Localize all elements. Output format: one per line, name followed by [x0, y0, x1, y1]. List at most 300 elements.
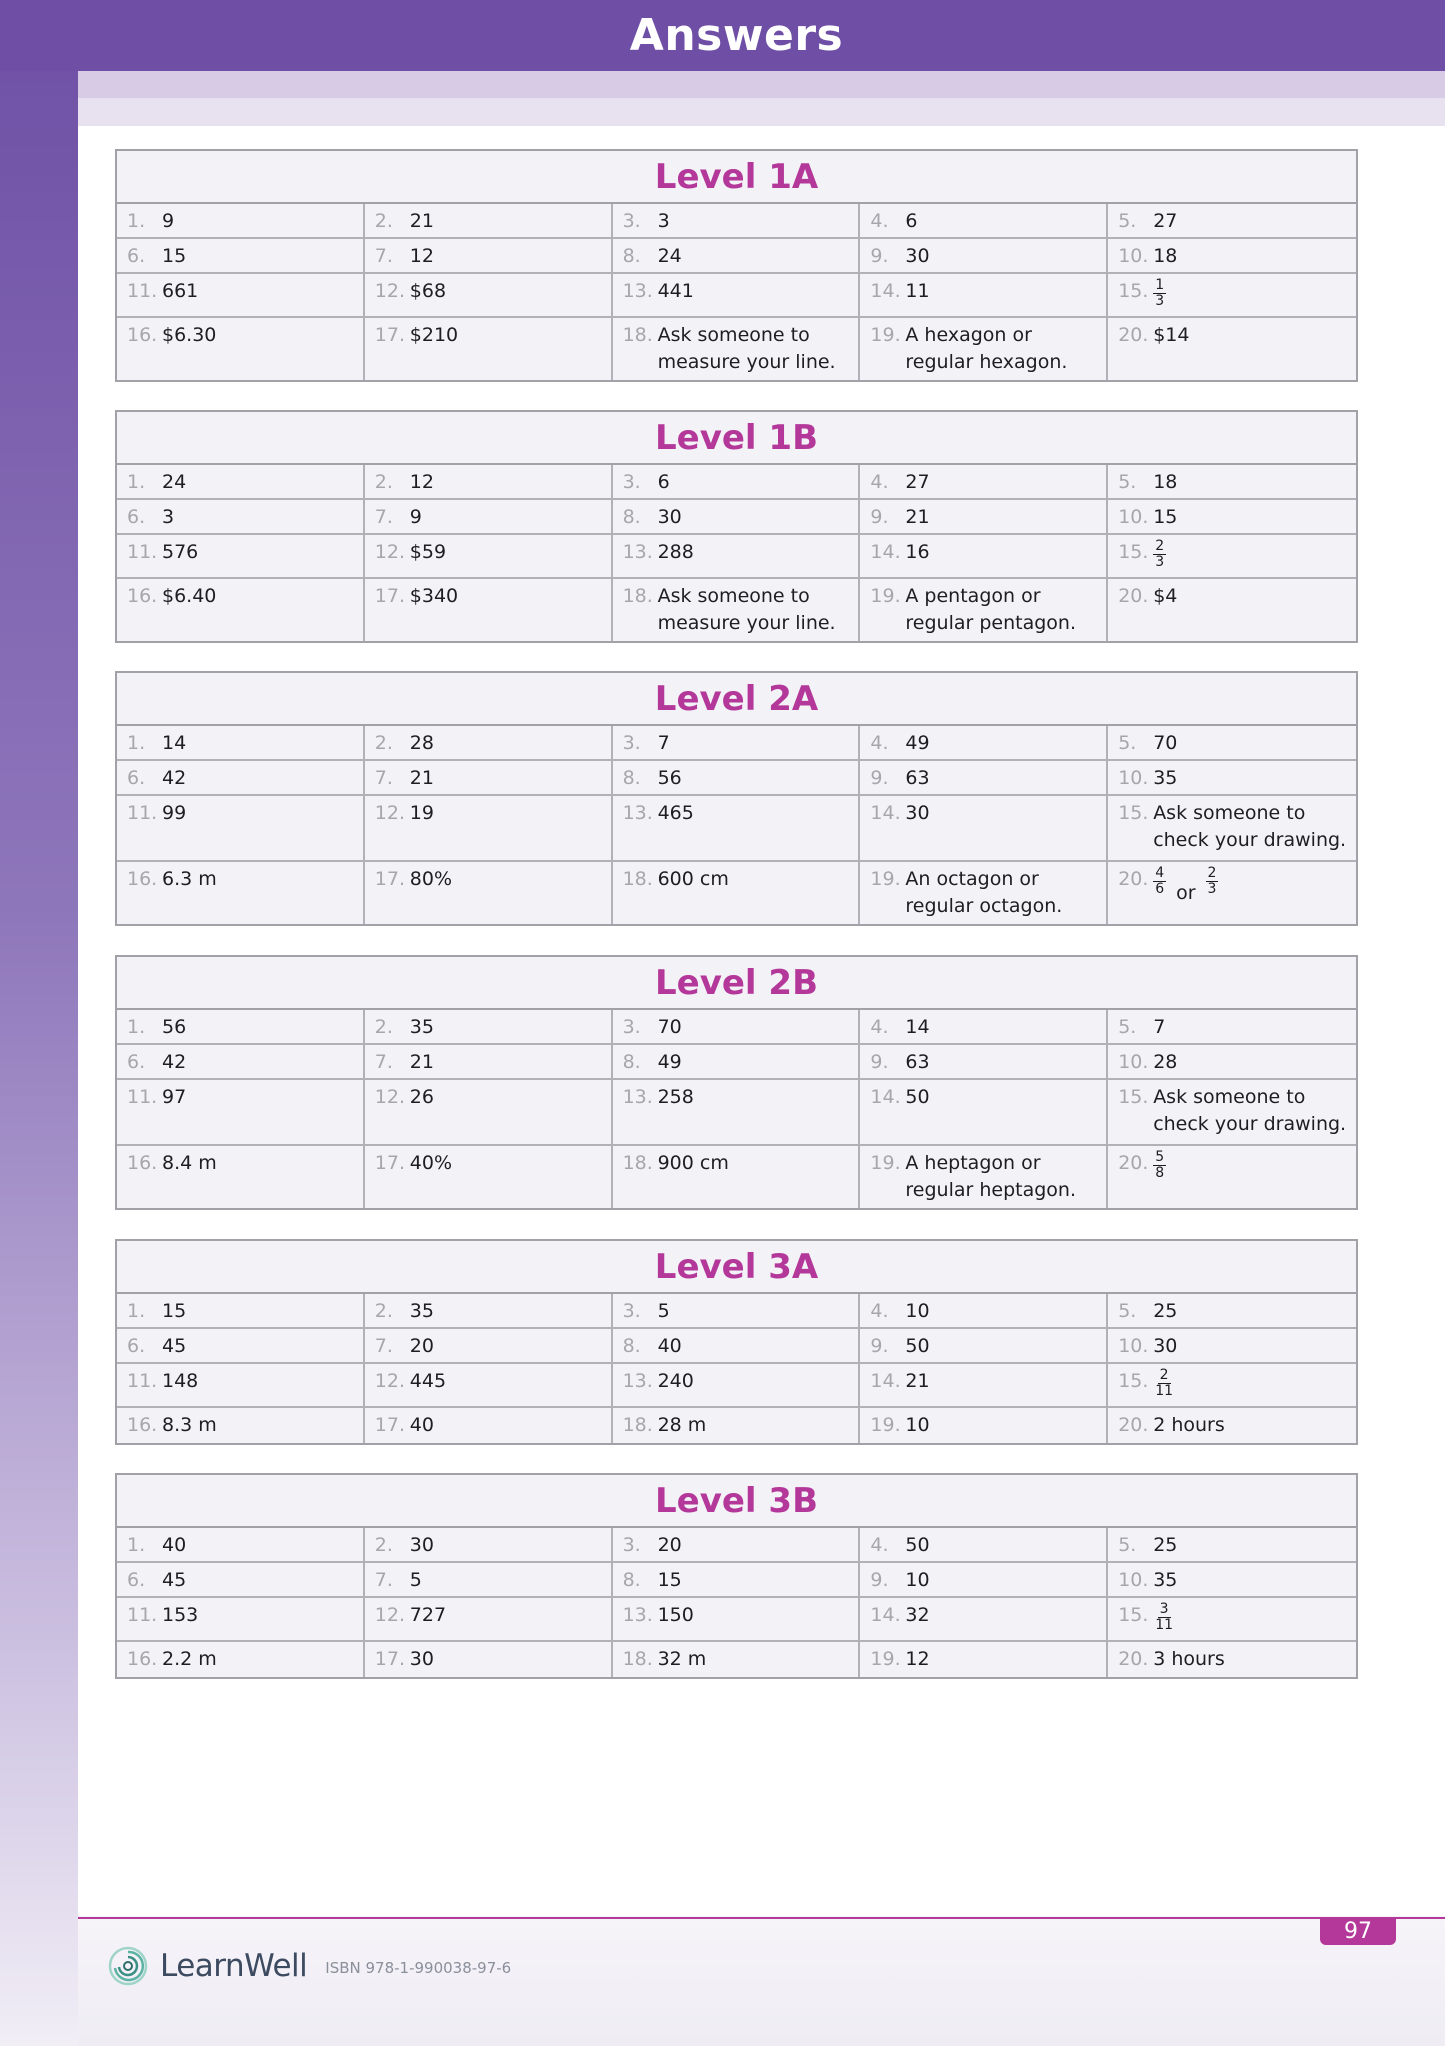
answer-value: 148 [162, 1370, 199, 1392]
fraction [1153, 1368, 1175, 1402]
answer-value: 150 [657, 1604, 694, 1626]
question-number: 17. [374, 1648, 406, 1670]
answer-value: 97 [162, 1086, 187, 1108]
answer-cell [117, 535, 365, 577]
answer-value: 21 [409, 1051, 434, 1073]
question-number: 8. [622, 1051, 641, 1073]
answer-value [1153, 278, 1166, 312]
answer-cell [365, 1080, 613, 1144]
answer-cell [1108, 318, 1356, 380]
question-number: 14. [870, 280, 901, 302]
answer-cell [1108, 1294, 1356, 1327]
answer-cell [1108, 1146, 1356, 1208]
answer-value: 3 [657, 210, 670, 232]
answer-value: 30 [905, 245, 930, 267]
answer-value: 7 [1153, 1016, 1166, 1038]
answer-value: 15 [162, 245, 187, 267]
question-number: 2. [374, 1016, 393, 1038]
answer-cell [860, 204, 1108, 237]
question-number: 6. [127, 1051, 146, 1073]
section-title: Level 2A [117, 673, 1356, 726]
answer-cell [117, 465, 365, 498]
answer-row [117, 1364, 1356, 1408]
question-number: 1. [127, 210, 146, 232]
answer-value: 661 [162, 280, 199, 302]
question-number: 15. [1118, 1086, 1149, 1108]
answer-cell [117, 1010, 365, 1043]
fraction [1206, 866, 1219, 920]
question-number: 15. [1118, 1370, 1149, 1392]
answer-cell [860, 1045, 1108, 1078]
question-number: 17. [374, 324, 406, 346]
answer-value: 14 [162, 732, 187, 754]
page-header [0, 0, 1445, 71]
answer-row [117, 761, 1356, 796]
question-number: 15. [1118, 1604, 1149, 1626]
question-number: 9. [870, 1335, 889, 1357]
answer-cell [860, 1080, 1108, 1144]
answer-cell [1108, 1642, 1356, 1677]
answer-row [117, 204, 1356, 239]
answer-value: 7 [657, 732, 670, 754]
question-number: 18. [622, 868, 653, 890]
question-number: 8. [622, 245, 641, 267]
answer-cell [365, 862, 613, 924]
answer-cell [365, 500, 613, 533]
answer-cell [613, 1563, 861, 1596]
answer-value [1153, 539, 1166, 573]
header-stripe [78, 71, 1445, 98]
question-number: 7. [374, 767, 393, 789]
question-number: 13. [622, 1370, 653, 1392]
answer-row [117, 465, 1356, 500]
answer-cell [117, 1563, 365, 1596]
question-number: 13. [622, 541, 653, 563]
question-number: 11. [127, 1604, 158, 1626]
answer-cell [613, 1146, 861, 1208]
question-number: 3. [622, 1300, 641, 1322]
answer-cell [1108, 1329, 1356, 1362]
question-number: 13. [622, 802, 653, 824]
answer-value: 30 [409, 1648, 434, 1670]
question-number: 1. [127, 1300, 146, 1322]
answer-value: 465 [657, 802, 694, 824]
answer-value: 9 [409, 506, 422, 528]
answer-value: $68 [409, 280, 447, 302]
answer-cell [613, 796, 861, 860]
answer-cell [860, 726, 1108, 759]
question-number: 7. [374, 1051, 393, 1073]
left-gradient-band [0, 0, 78, 2046]
answer-value: 6 [657, 471, 670, 493]
fraction [1153, 1150, 1166, 1204]
denominator: 8 [1155, 1165, 1165, 1181]
answer-row [117, 1080, 1356, 1146]
answer-cell [1108, 1598, 1356, 1640]
fraction [1153, 539, 1166, 573]
answer-cell [1108, 862, 1356, 924]
question-number: 14. [870, 802, 901, 824]
answer-value: 21 [905, 1370, 930, 1392]
question-number: 11. [127, 802, 158, 824]
answer-row [117, 1528, 1356, 1563]
question-number: 5. [1118, 732, 1137, 754]
answer-cell [1108, 1010, 1356, 1043]
or-text: or [1176, 881, 1196, 904]
answer-value: 5 [409, 1569, 422, 1591]
answer-value: 30 [657, 506, 682, 528]
answer-value: 70 [1153, 732, 1178, 754]
answer-cell [613, 1045, 861, 1078]
answer-row [117, 535, 1356, 579]
question-number: 10. [1118, 1335, 1149, 1357]
denominator: 11 [1155, 1383, 1174, 1399]
answer-value: 20 [657, 1534, 682, 1556]
answer-cell [860, 862, 1108, 924]
answer-cell [365, 1364, 613, 1406]
answer-cell [613, 318, 861, 380]
answer-cell [1108, 465, 1356, 498]
answer-cell [613, 579, 861, 641]
question-number: 19. [870, 1414, 901, 1436]
question-number: 17. [374, 585, 406, 607]
answer-cell [613, 1598, 861, 1640]
answer-value: $4 [1153, 585, 1178, 607]
answer-value: 40 [657, 1335, 682, 1357]
answer-row [117, 500, 1356, 535]
answer-cell [1108, 204, 1356, 237]
answer-value: 727 [409, 1604, 447, 1626]
answer-value: Ask someone to measure your line. [657, 585, 836, 634]
question-number: 4. [870, 1534, 889, 1556]
answer-section [115, 955, 1358, 1210]
question-number: 5. [1118, 1016, 1137, 1038]
answer-value: 30 [905, 802, 930, 824]
answer-cell [365, 318, 613, 380]
denominator: 6 [1155, 881, 1165, 897]
answer-cell [860, 1294, 1108, 1327]
answer-cell [613, 761, 861, 794]
answer-cell [365, 1563, 613, 1596]
answer-value: 63 [905, 1051, 930, 1073]
question-number: 11. [127, 280, 158, 302]
answer-value: 445 [409, 1370, 447, 1392]
answer-row [117, 1598, 1356, 1642]
answer-cell [117, 1329, 365, 1362]
answer-cell [613, 1528, 861, 1561]
question-number: 14. [870, 541, 901, 563]
answer-cell [613, 1642, 861, 1677]
question-number: 10. [1118, 1051, 1149, 1073]
answer-cell [1108, 1408, 1356, 1443]
answer-row [117, 1045, 1356, 1080]
question-number: 19. [870, 585, 901, 607]
question-number: 9. [870, 1569, 889, 1591]
question-number: 12. [374, 802, 406, 824]
answer-row [117, 1329, 1356, 1364]
answer-value: 12 [409, 471, 434, 493]
numerator: 3 [1159, 1601, 1169, 1617]
answer-cell [1108, 1364, 1356, 1406]
question-number: 17. [374, 1152, 406, 1174]
answer-value: 25 [1153, 1534, 1178, 1556]
answer-value: 40 [409, 1414, 434, 1436]
answer-value: 15 [162, 1300, 187, 1322]
answer-cell [860, 500, 1108, 533]
answer-row [117, 796, 1356, 862]
answer-value: Ask someone to check your drawing. [1153, 802, 1347, 851]
answer-value [1153, 1368, 1175, 1402]
answer-cell [1108, 761, 1356, 794]
question-number: 4. [870, 471, 889, 493]
answer-value: 10 [905, 1300, 930, 1322]
numerator: 1 [1155, 277, 1165, 293]
answer-value: 3 hours [1153, 1648, 1225, 1670]
answer-cell [365, 465, 613, 498]
answer-section [115, 410, 1358, 643]
answer-value [1153, 1150, 1166, 1204]
answer-value: 11 [905, 280, 930, 302]
answer-cell [117, 500, 365, 533]
answer-cell [613, 239, 861, 272]
answer-value [1153, 1602, 1175, 1636]
question-number: 3. [622, 732, 641, 754]
answer-value: 21 [409, 767, 434, 789]
answer-value: 12 [905, 1648, 930, 1670]
answer-value: 14 [905, 1016, 930, 1038]
question-number: 7. [374, 1569, 393, 1591]
answer-cell [860, 1528, 1108, 1561]
answer-cell [365, 1045, 613, 1078]
question-number: 19. [870, 868, 901, 890]
page-number: 97 [1320, 1917, 1396, 1945]
answer-value: 40% [409, 1152, 453, 1174]
answer-cell [117, 796, 365, 860]
answer-cell [1108, 1563, 1356, 1596]
answer-cell [613, 1364, 861, 1406]
answer-value: 19 [409, 802, 434, 824]
brand-name: LearnWell [160, 1948, 308, 1984]
answer-value: $340 [409, 585, 459, 607]
question-number: 16. [127, 1414, 158, 1436]
answer-cell [613, 1408, 861, 1443]
answer-cell [365, 239, 613, 272]
section-title: Level 1B [117, 412, 1356, 465]
question-number: 16. [127, 868, 158, 890]
question-number: 17. [374, 868, 406, 890]
question-number: 3. [622, 1534, 641, 1556]
answer-value: 50 [905, 1086, 930, 1108]
answer-value: 9 [162, 210, 175, 232]
section-title: Level 1A [117, 151, 1356, 204]
question-number: 1. [127, 471, 146, 493]
answer-value [1153, 866, 1218, 920]
question-number: 17. [374, 1414, 406, 1436]
answer-value: 20 [409, 1335, 434, 1357]
answer-cell [117, 579, 365, 641]
answer-cell [613, 726, 861, 759]
numerator: 2 [1155, 538, 1165, 554]
question-number: 4. [870, 1300, 889, 1322]
answer-value: 42 [162, 1051, 187, 1073]
question-number: 18. [622, 1648, 653, 1670]
question-number: 9. [870, 245, 889, 267]
answer-cell [1108, 1528, 1356, 1561]
answer-value: 24 [657, 245, 682, 267]
answer-row [117, 1408, 1356, 1443]
section-title: Level 3A [117, 1241, 1356, 1294]
answer-cell [613, 500, 861, 533]
answer-cell [117, 1146, 365, 1208]
answer-value: 35 [409, 1016, 434, 1038]
answer-cell [860, 318, 1108, 380]
question-number: 20. [1118, 585, 1149, 607]
answer-row [117, 1563, 1356, 1598]
answer-value: A heptagon or regular heptagon. [905, 1152, 1077, 1201]
answer-cell [860, 1364, 1108, 1406]
answer-value: 15 [657, 1569, 682, 1591]
answer-cell [365, 726, 613, 759]
question-number: 6. [127, 506, 146, 528]
question-number: 10. [1118, 767, 1149, 789]
question-number: 13. [622, 280, 653, 302]
answer-row [117, 274, 1356, 318]
answer-cell [860, 1598, 1108, 1640]
answer-value: An octagon or regular octagon. [905, 868, 1063, 917]
answer-cell [860, 465, 1108, 498]
answer-cell [860, 274, 1108, 316]
question-number: 18. [622, 585, 653, 607]
question-number: 6. [127, 767, 146, 789]
answer-cell [117, 761, 365, 794]
answer-value: 30 [1153, 1335, 1178, 1357]
answer-cell [613, 1329, 861, 1362]
answer-value: A hexagon or regular hexagon. [905, 324, 1068, 373]
answer-cell [1108, 726, 1356, 759]
answer-value: $14 [1153, 324, 1190, 346]
question-number: 9. [870, 1051, 889, 1073]
question-number: 8. [622, 1569, 641, 1591]
question-number: 11. [127, 541, 158, 563]
answer-cell [365, 1642, 613, 1677]
answer-cell [1108, 1080, 1356, 1144]
answer-value: 35 [1153, 1569, 1178, 1591]
answer-cell [860, 1408, 1108, 1443]
answer-cell [365, 1329, 613, 1362]
answer-value: 6 [905, 210, 918, 232]
answer-cell [613, 274, 861, 316]
question-number: 13. [622, 1604, 653, 1626]
answer-value: 50 [905, 1335, 930, 1357]
question-number: 12. [374, 1086, 406, 1108]
answer-value: $6.40 [162, 585, 217, 607]
answer-cell [860, 535, 1108, 577]
question-number: 10. [1118, 1569, 1149, 1591]
footer-branding [108, 1946, 511, 1986]
answer-cell [117, 1080, 365, 1144]
question-number: 1. [127, 1016, 146, 1038]
answer-section [115, 149, 1358, 382]
answer-value: 10 [905, 1414, 930, 1436]
answer-value: 5 [657, 1300, 670, 1322]
question-number: 6. [127, 1335, 146, 1357]
answer-cell [117, 1045, 365, 1078]
answer-value: 8.3 m [162, 1414, 217, 1436]
answer-value: 70 [657, 1016, 682, 1038]
answer-cell [365, 204, 613, 237]
question-number: 11. [127, 1370, 158, 1392]
answer-cell [1108, 796, 1356, 860]
answer-value: 240 [657, 1370, 694, 1392]
answer-value: 50 [905, 1534, 930, 1556]
answer-value: 12 [409, 245, 434, 267]
answer-cell [613, 1294, 861, 1327]
question-number: 5. [1118, 1300, 1137, 1322]
answer-value: 63 [905, 767, 930, 789]
answer-value: 441 [657, 280, 694, 302]
answer-value: 10 [905, 1569, 930, 1591]
footer-divider [78, 1917, 1445, 1919]
question-number: 9. [870, 506, 889, 528]
question-number: 19. [870, 1648, 901, 1670]
answer-cell [613, 465, 861, 498]
answer-value: 8.4 m [162, 1152, 217, 1174]
answer-value: $6.30 [162, 324, 217, 346]
fraction [1153, 866, 1166, 920]
question-number: 20. [1118, 324, 1149, 346]
question-number: 16. [127, 585, 158, 607]
answer-row [117, 1146, 1356, 1208]
answer-cell [613, 862, 861, 924]
question-number: 19. [870, 324, 901, 346]
question-number: 14. [870, 1604, 901, 1626]
page-title: Answers [629, 10, 844, 61]
answer-row [117, 579, 1356, 641]
numerator: 4 [1155, 865, 1165, 881]
answer-row [117, 239, 1356, 274]
answer-value: 99 [162, 802, 187, 824]
answer-section [115, 671, 1358, 926]
answer-value: 15 [1153, 506, 1178, 528]
question-number: 2. [374, 1534, 393, 1556]
isbn-text: ISBN 978-1-990038-97-6 [325, 1959, 512, 1977]
denominator: 3 [1155, 293, 1165, 309]
answer-cell [860, 796, 1108, 860]
question-number: 12. [374, 1370, 406, 1392]
question-number: 18. [622, 1152, 653, 1174]
section-title: Level 2B [117, 957, 1356, 1010]
answer-value: 35 [409, 1300, 434, 1322]
answer-value: 576 [162, 541, 199, 563]
answer-value: 56 [657, 767, 682, 789]
question-number: 12. [374, 280, 406, 302]
question-number: 20. [1118, 868, 1149, 890]
answer-cell [117, 1408, 365, 1443]
question-number: 3. [622, 1016, 641, 1038]
question-number: 10. [1118, 506, 1149, 528]
question-number: 1. [127, 732, 146, 754]
question-number: 18. [622, 1414, 653, 1436]
answer-cell [1108, 274, 1356, 316]
question-number: 4. [870, 1016, 889, 1038]
answer-section [115, 1473, 1358, 1679]
answer-value: 258 [657, 1086, 694, 1108]
answer-cell [117, 1294, 365, 1327]
answer-cell [365, 1294, 613, 1327]
question-number: 16. [127, 324, 158, 346]
answer-cell [365, 579, 613, 641]
question-number: 8. [622, 1335, 641, 1357]
